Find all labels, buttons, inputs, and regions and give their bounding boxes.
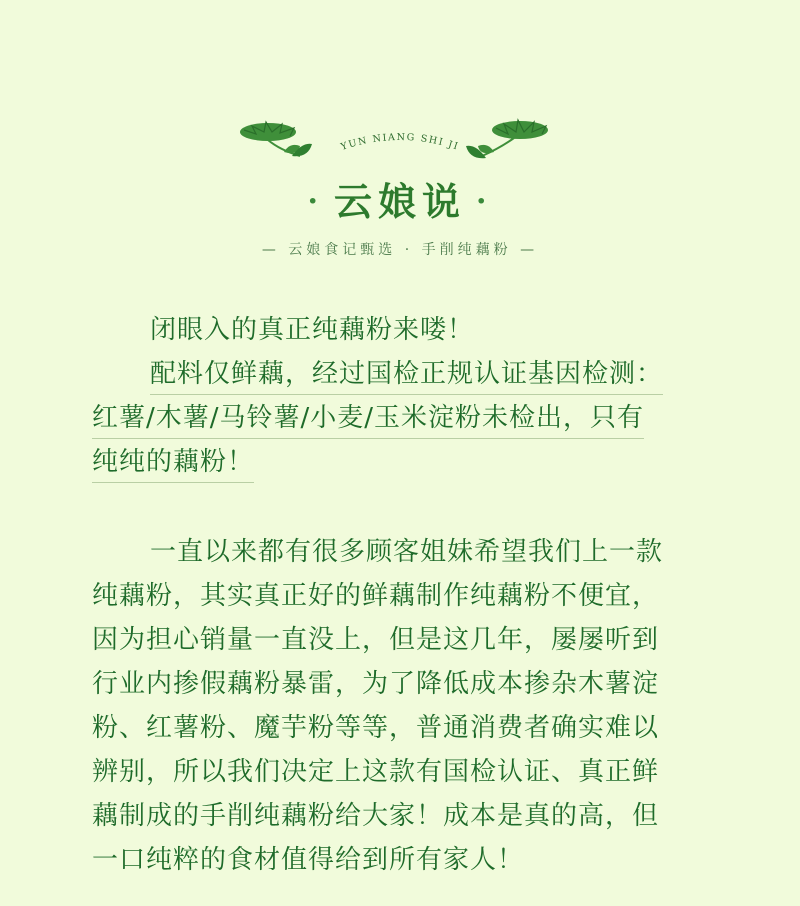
intro-line [92,396,722,440]
underlined-text: 红薯/木薯/马铃薯/小麦/玉米淀粉未检出，只有 [92,398,644,439]
brand-logo [0,112,800,172]
story-line: 一直以来都有很多顾客姐妹希望我们上一款 [150,537,664,567]
title-dot-right: · [476,184,493,219]
story-line: 藕制成的手削纯藕粉给大家！成本是真的高，但 [92,801,660,831]
intro-line [92,440,722,484]
story-paragraph [92,530,722,882]
brand-tagline-arc: YUN NIANG SHI JI [339,131,461,153]
left-lotus-leaf-icon [240,122,312,156]
story-line: 辨别，所以我们决定上这款有国检认证、真正鲜 [92,757,660,787]
intro-paragraph [92,308,722,484]
intro-line: 闭眼入的真正纯藕粉来喽！ [150,315,475,345]
lotus-leaves-emblem [0,112,800,172]
underlined-text: 纯纯的藕粉！ [92,442,254,483]
underlined-text: 配料仅鲜藕，经过国检正规认证基因检测： [150,354,663,395]
intro-line [92,352,722,396]
title-dot-left: · [307,184,324,219]
story-line: 因为担心销量一直没上，但是这几年，屡屡听到 [92,625,660,655]
brand-title [0,178,800,226]
story-line: 纯藕粉，其实真正好的鲜藕制作纯藕粉不便宜， [92,581,660,611]
brand-subtitle: — 云娘食记甄选 · 手削纯藕粉 — [261,242,539,258]
story-line: 粉、红薯粉、魔芋粉等等，普通消费者确实难以 [92,713,660,743]
right-lotus-leaf-icon [466,120,548,158]
story-line: 行业内掺假藕粉暴雷，为了降低成本掺杂木薯淀 [92,669,660,699]
story-line: 一口纯粹的食材值得给到所有家人！ [92,845,525,875]
brand-title-text: 云娘说 [333,179,466,224]
